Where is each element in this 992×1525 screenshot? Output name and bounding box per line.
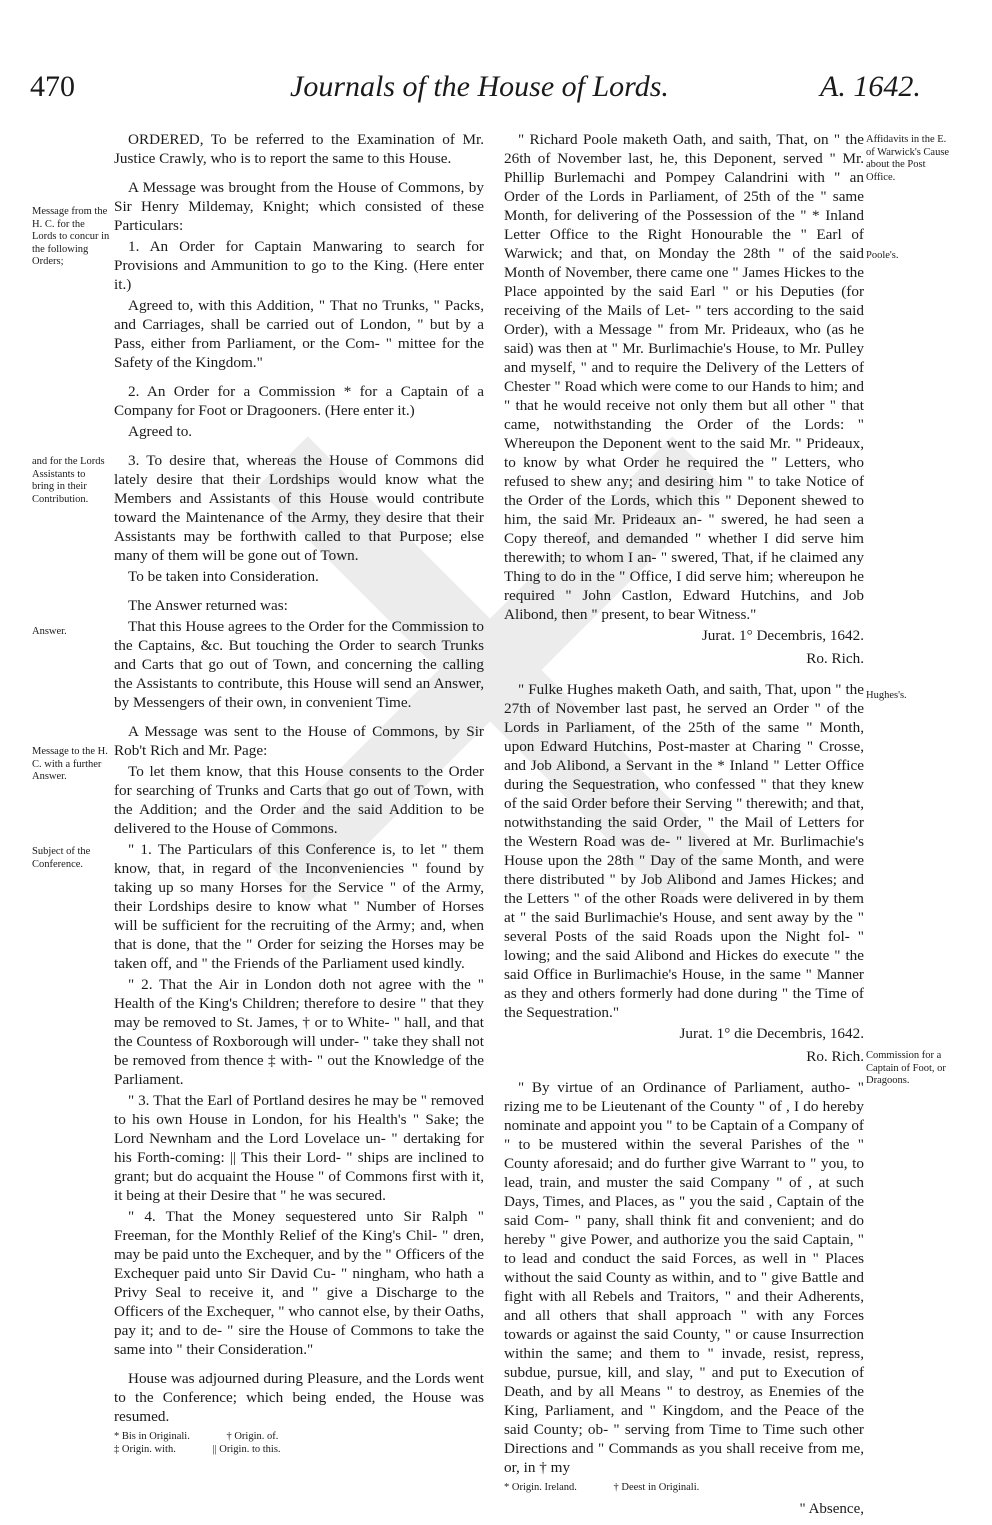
signature: Ro. Rich.: [806, 1048, 864, 1065]
margin-note: Answer.: [32, 626, 67, 637]
paragraph: " 2. That the Air in London doth not agree with the " Health of the King's Children; therefore to desire " that they may be removed to St. James, † or to White- " hall, and that the Countess of Roxborough will under- " take they shall not be removed from thence ‡ with- " out the Knowledge of the Parliament.: [114, 976, 484, 1088]
margin-note: Hughes's.: [866, 690, 907, 701]
year-heading: A. 1642.: [820, 70, 921, 103]
margin-note: Commission for a Captain of Foot, or Dragoons.: [866, 1050, 946, 1086]
page-header: [0, 70, 992, 120]
right-column: [504, 130, 864, 1519]
margin-note: and for the Lords Assistants to bring in their Contribution.: [32, 456, 105, 505]
affidavit-hughes: " Fulke Hughes maketh Oath, and saith, That, upon " the 27th of November last past, he served an Order " of the Lords in Parliament, of the 25th of the same " Month, upon Edward Hutchins, Post-master at Charing " Crosse, and Job Alibond, a Servant in the * Inland " Letter Office during the Sequestration, who confessed " that they knew of the said Order before their Serving " therewith; and that, notwithstanding the said Order, " the Mail of Letters for the Western Road was de- " livered at Mr. Burlimachie's House upon the 28th " Day of the same Month, and were there distributed " by Job Alibond and James Hickes; and the Letters " of the other Roads were delivered in by them at " the said Burlimachie's House, and sent away by the " several Posts of the said Roads upon the Night fol- " lowing; and the said Alibond and Hickes do execute " the said Office in Burlimachie's House, in the same " Manner as they and others formerly had done during " the Time of the Sequestration.": [504, 681, 864, 1021]
footnote: † Deest in Originali.: [613, 1482, 700, 1493]
paragraph: A Message was brought from the House of Commons, by Sir Henry Mildemay, Knight; which consisted of these Particulars:: [114, 179, 484, 234]
paragraph: " 1. The Particulars of this Conference is, to let " them know, that, in regard of the Inconveniencies " found by taking up so many Horses for the Service " of the Army, their Lordships desire to know what " Number of Horses will be sufficient for the recruiting of the Army; and, when that is done, that the " Order for seizing the Horses may be taken off, and " the Friends of the Parliament used kindly.: [114, 841, 484, 972]
margin-note: Poole's.: [866, 250, 899, 261]
footnotes: [504, 1481, 864, 1494]
footnote: * Origin. Ireland.: [504, 1482, 577, 1493]
footnote: * Bis in Originali.: [114, 1431, 190, 1442]
catchword: " Absence,: [799, 1501, 864, 1517]
margin-note: Message to the H. C. with a further Answer.: [32, 746, 108, 782]
footnote: ‡ Origin. with.: [114, 1444, 176, 1455]
footnote: † Origin. of.: [226, 1431, 279, 1442]
paragraph: A Message was sent to the House of Commons, by Sir Rob't Rich and Mr. Page:: [114, 723, 484, 759]
margin-note: Message from the H. C. for the Lords to concur in the following Orders;: [32, 206, 110, 267]
affidavit-poole: " Richard Poole maketh Oath, and saith, That, on " the 26th of November last, he, this Deponent, served " Mr. Phillip Burlemachi and Pompey Calandrini with " an Order of the Lords in Parliament, of 25th of the " same Month, for delivering of the Possession of the " * Inland Letter Office to the Right Honourable the " Earl of Warwick; and that, on Monday the 28th " of the said Month of November, there came one " James Hickes to the Place appointed by the said Earl " or his Deputies (for receiving of the Mails of Let- " ters according to the said Order), with a Message " from Mr. Prideaux, who (as he said) was then at " Mr. Burlimachie's House, to Mr. Pulley and myself, " and to require the Delivery of the Letters of Chester " Road which were come to our Hands to him; and " that he would receive not only them but all other " that came, notwithstanding the Order of the Lords: " Whereupon the Deponent went to the said Mr. " Prideaux, to know by what Order he required the " Letters, who refused to shew any; and desiring him " to take Notice of the Order of the Lords, which this " Deponent shewed to him, the said Mr. Prideaux an- " swered, he had seen a Copy thereof, and demanded " whether I did serve him therewith; to whom I an- " swered, That, if he claimed any Thing to do in the " Office, I did serve him; whereupon he required " John Castlon, Edward Hutchins, and Job Alibond, then " present, to bear Witness.": [504, 131, 864, 623]
paragraph: The Answer returned was:: [128, 597, 288, 614]
signature: Ro. Rich.: [806, 650, 864, 667]
paragraph: 3. To desire that, whereas the House of Commons did lately desire that their Lordships would know what the Members and Assistants of this House would contribute toward the Maintenance of the Army, they desire that their Assistants may be forthwith called to that Purpose; else many of them will be gone out of Town.: [114, 452, 484, 564]
paragraph: House was adjourned during Pleasure, and the Lords went to the Conference; which being ended, the House was resumed.: [114, 1370, 484, 1425]
jurat-date: Jurat. 1° Decembris, 1642.: [701, 627, 864, 644]
commission-text: " By virtue of an Ordinance of Parliament, autho- " rizing me to be Lieutenant of the County " of , I do hereby nominate and appoint you " to be Captain of a Company of " to be mustered within the several Parishes of the " County aforesaid; and do further give Warrant to " you, to lead, train, and muster the said Company " of , at such Days, Times, and Places, as " you the said , Captain of the said Com- " pany, shall think fit and convenient; and do hereby " give Power, and authorize you the said Captain, " to lead and conduct the said Forces, as well in " Places without the said County as within, and to " give Battle and fight with all Rebels and Traitors, " and their Adherents, and all others that shall approach " with any Forces towards or against the said County, " or cause Insurrection within the same; and them to " invade, resist, repress, subdue, pursue, kill, and slay, " and put to Execution of Death, and by all Means " to destroy, as Enemies of the King, Parliament, and " Kingdom, and the Peace of the said County; ob- " serving from Time to Time such other Directions and " Commands as you shall receive from me, or, in † my: [504, 1079, 864, 1476]
margin-note: Subject of the Conference.: [32, 846, 91, 870]
paragraph: " 3. That the Earl of Portland desires he may be " removed to his own House in London, for his Health's " Sake; the Lord Newnham and the Lord Lovelace un- " dertaking for his Forth-coming: || This their Lord- " ships are inclined to grant; but do acquaint the House " of Commons first with it, it being at their Desire that " he was secured.: [114, 1092, 484, 1204]
paragraph: 1. An Order for Captain Manwaring to search for Provisions and Ammunition to go to the King. (Here enter it.): [114, 238, 484, 293]
left-column: [114, 130, 484, 1456]
paragraph: To be taken into Consideration.: [128, 568, 319, 585]
running-title: Journals of the House of Lords.: [290, 70, 669, 103]
jurat-date: Jurat. 1° die Decembris, 1642.: [679, 1025, 864, 1042]
paragraph: To let them know, that this House consents to the Order for searching of Trunks and Carts that go out of Town, with the Addition; and the Order and the said Addition to be delivered to the House of Commons.: [114, 763, 484, 837]
paragraph: " 4. That the Money sequestered unto Sir Ralph " Freeman, for the Monthly Relief of the King's Chil- " dren, may be paid unto the Exchequer, and by the " Officers of the Exchequer paid unto Sir David Cu- " ningham, who hath a Privy Seal to receive it, and " give a Discharge to the Officers of the Exchequer, " who cannot else, by their Oaths, pay it; and to de- " sire the House of Commons to take the same into " their Consideration.": [114, 1208, 484, 1358]
paragraph: Agreed to, with this Addition, " That no Trunks, " Packs, and Carriages, shall be carried out of London, " but by a Pass, either from Parliament, or the Com- " mittee for the Safety of the Kingdom.": [114, 297, 484, 371]
paragraph: That this House agrees to the Order for the Commission to the Captains, &c. But touching the Order to search Trunks and Carts that go out of Town, and concerning the calling the Assistants to contribute, this House will send an Answer, by Messengers of their own, in convenient Time.: [114, 618, 484, 711]
page-number: 470: [30, 70, 75, 103]
paragraph: Agreed to.: [128, 423, 193, 440]
margin-note: Affidavits in the E. of Warwick's Cause about the Post Office.: [866, 134, 950, 183]
footnotes: [114, 1430, 484, 1456]
footnote: || Origin. to this.: [212, 1444, 281, 1455]
paragraph: ORDERED, To be referred to the Examination of Mr. Justice Crawly, who is to report the same to this House.: [114, 131, 484, 167]
paragraph: 2. An Order for a Commission * for a Captain of a Company for Foot or Dragooners. (Here enter it.): [114, 383, 484, 419]
